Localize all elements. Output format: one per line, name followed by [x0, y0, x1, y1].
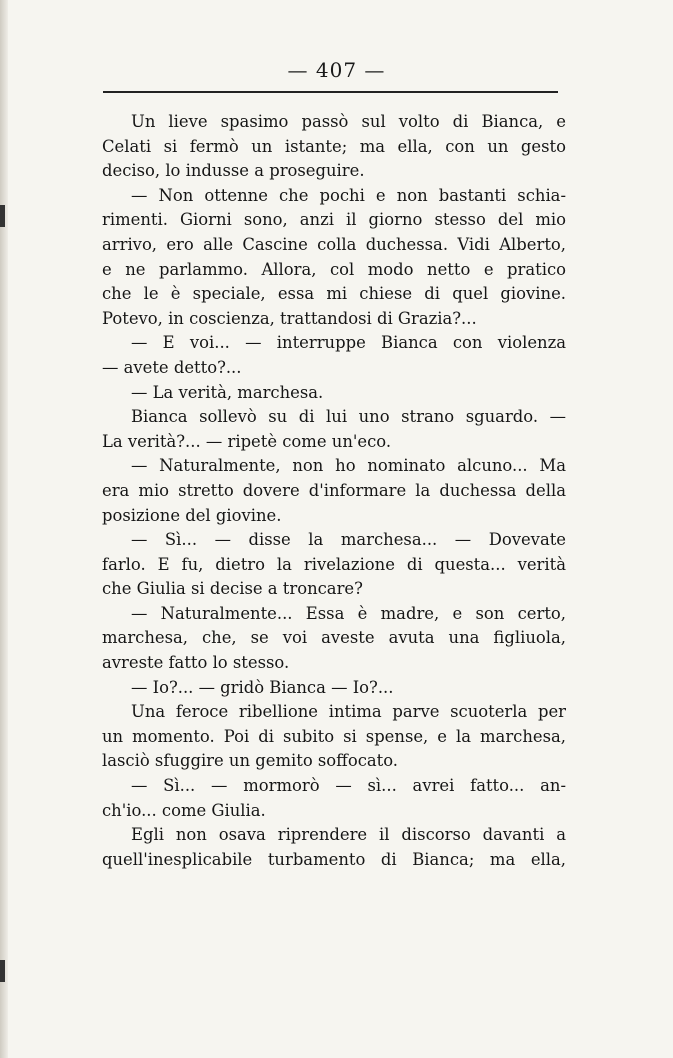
text-line: posizione del giovine. [102, 505, 282, 525]
text-line: Egli non osava riprendere il discorso davanti a [131, 825, 566, 845]
text-line: Potevo, in coscienza, trattandosi di Grazia?... [102, 308, 477, 328]
text-line: — Io?... — gridò Bianca — Io?... [131, 677, 394, 697]
text-line: un momento. Poi di subito si spense, e la marchesa, [102, 726, 566, 746]
text-line: che le è speciale, essa mi chiese di quel giovine. [102, 284, 566, 304]
text-line: Bianca sollevò su di lui uno strano sguardo. — [131, 407, 566, 427]
text-line: farlo. E fu, dietro la rivelazione di questa... verità [102, 554, 566, 574]
text-line: deciso, lo indusse a proseguire. [102, 161, 365, 181]
edge-mark [0, 205, 5, 227]
text-line: — Sì... — disse la marchesa... — Dovevate [131, 530, 566, 550]
text-line: Celati si fermò un istante; ma ella, con un gesto [102, 136, 566, 156]
text-line: lasciò sfuggire un gemito soffocato. [102, 751, 399, 771]
text-line: avreste fatto lo stesso. [102, 653, 290, 673]
text-line: Un lieve spasimo passò sul volto di Bianca, e [131, 112, 566, 131]
text-line: — avete detto?... [102, 357, 242, 377]
edge-mark [0, 960, 5, 982]
text-line: e ne parlammo. Allora, col modo netto e pratico [102, 259, 566, 279]
text-line: La verità?... — ripetè come un'eco. [102, 431, 392, 451]
body-text [102, 110, 566, 872]
text-line: rimenti. Giorni sono, anzi il giorno stesso del mio [102, 210, 566, 230]
text-line: — La verità, marchesa. [131, 382, 324, 402]
page-spine-shadow [0, 0, 8, 1058]
text-line: marchesa, che, se voi aveste avuta una figliuola, [102, 628, 566, 648]
text-line: quell'inesplicabile turbamento di Bianca; ma ella, [102, 849, 566, 869]
header-rule [103, 91, 558, 93]
text-line: Una feroce ribellione intima parve scuoterla per [131, 702, 566, 722]
text-line: che Giulia si decise a troncare? [102, 579, 363, 599]
text-line: — E voi... — interruppe Bianca con violenza [131, 333, 566, 353]
page-number: — 407 — [287, 58, 386, 82]
text-line: ch'io... come Giulia. [102, 800, 266, 820]
text-line: — Sì... — mormorò — sì... avrei fatto... an- [131, 776, 566, 796]
text-line: — Naturalmente... Essa è madre, e son certo, [131, 603, 566, 623]
text-line: — Non ottenne che pochi e non bastanti schia- [131, 185, 566, 205]
text-line: era mio stretto dovere d'informare la duchessa della [102, 480, 566, 500]
text-line: — Naturalmente, non ho nominato alcuno... Ma [131, 456, 566, 476]
text-line: arrivo, ero alle Cascine colla duchessa. Vidi Alberto, [102, 234, 566, 254]
